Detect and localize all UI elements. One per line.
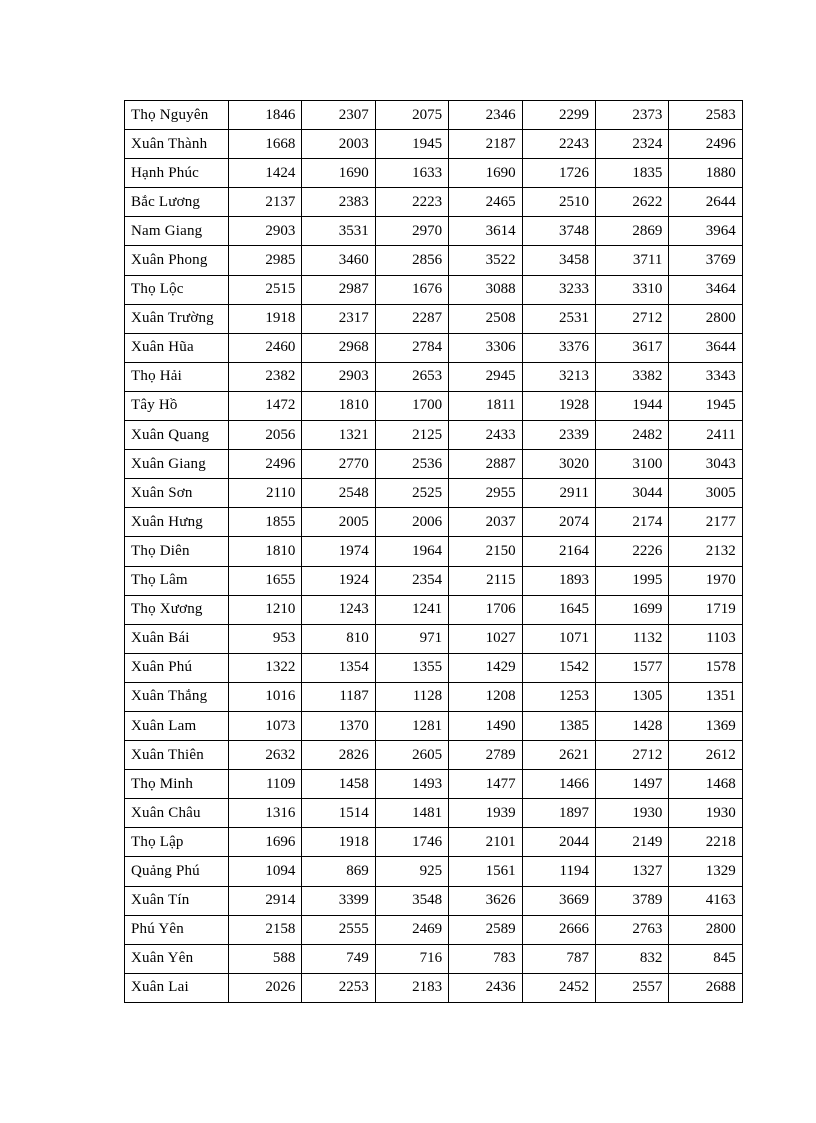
value-cell: 3964 [669,217,742,246]
value-cell: 1855 [229,508,302,537]
table-row [125,828,743,857]
commune-name-cell: Hạnh Phúc [125,159,229,188]
table-row [125,857,743,886]
commune-name-cell: Thọ Lập [125,828,229,857]
table-row [125,508,743,537]
value-cell: 1696 [229,828,302,857]
value-cell: 3100 [595,450,668,479]
value-cell: 2903 [229,217,302,246]
value-cell: 2354 [375,566,448,595]
value-cell: 1930 [595,799,668,828]
value-cell: 2985 [229,246,302,275]
commune-name-cell: Xuân Quang [125,421,229,450]
value-cell: 2149 [595,828,668,857]
value-cell: 2150 [449,537,522,566]
value-cell: 2856 [375,246,448,275]
value-cell: 1210 [229,595,302,624]
value-cell: 2622 [595,188,668,217]
value-cell: 1243 [302,595,375,624]
table-row [125,653,743,682]
value-cell: 925 [375,857,448,886]
value-cell: 1577 [595,653,668,682]
table-row [125,304,743,333]
value-cell: 2101 [449,828,522,857]
value-cell: 971 [375,624,448,653]
value-cell: 1974 [302,537,375,566]
value-cell: 2433 [449,421,522,450]
value-cell: 1385 [522,711,595,740]
value-cell: 1835 [595,159,668,188]
value-cell: 1676 [375,275,448,304]
commune-name-cell: Thọ Xương [125,595,229,624]
value-cell: 2158 [229,915,302,944]
table-row [125,944,743,973]
value-cell: 3644 [669,333,742,362]
value-cell: 2075 [375,101,448,130]
value-cell: 2339 [522,421,595,450]
commune-name-cell: Thọ Hải [125,362,229,391]
value-cell: 4163 [669,886,742,915]
value-cell: 1094 [229,857,302,886]
value-cell: 2383 [302,188,375,217]
value-cell: 2887 [449,450,522,479]
value-cell: 1514 [302,799,375,828]
table-row [125,566,743,595]
value-cell: 2317 [302,304,375,333]
commune-name-cell: Thọ Nguyên [125,101,229,130]
table-row [125,915,743,944]
value-cell: 2531 [522,304,595,333]
value-cell: 2307 [302,101,375,130]
value-cell: 2605 [375,741,448,770]
value-cell: 2770 [302,450,375,479]
table-row [125,682,743,711]
value-cell: 2299 [522,101,595,130]
value-cell: 1719 [669,595,742,624]
value-cell: 3213 [522,362,595,391]
value-cell: 1428 [595,711,668,740]
value-cell: 1578 [669,653,742,682]
value-cell: 1241 [375,595,448,624]
value-cell: 1468 [669,770,742,799]
value-cell: 2536 [375,450,448,479]
value-cell: 2903 [302,362,375,391]
value-cell: 2955 [449,479,522,508]
value-cell: 2469 [375,915,448,944]
table-row [125,595,743,624]
value-cell: 2373 [595,101,668,130]
value-cell: 1458 [302,770,375,799]
value-cell: 2005 [302,508,375,537]
value-cell: 1322 [229,653,302,682]
value-cell: 1497 [595,770,668,799]
value-cell: 2612 [669,741,742,770]
value-cell: 2006 [375,508,448,537]
value-cell: 1810 [229,537,302,566]
value-cell: 1327 [595,857,668,886]
value-cell: 1930 [669,799,742,828]
value-cell: 2970 [375,217,448,246]
value-cell: 1811 [449,391,522,420]
commune-name-cell: Xuân Trường [125,304,229,333]
commune-name-cell: Xuân Thiên [125,741,229,770]
value-cell: 3376 [522,333,595,362]
commune-name-cell: Xuân Bái [125,624,229,653]
value-cell: 1472 [229,391,302,420]
commune-name-cell: Xuân Thành [125,130,229,159]
table-row [125,217,743,246]
commune-name-cell: Quảng Phú [125,857,229,886]
value-cell: 2763 [595,915,668,944]
value-cell: 1690 [449,159,522,188]
value-cell: 2800 [669,915,742,944]
value-cell: 1354 [302,653,375,682]
value-cell: 3382 [595,362,668,391]
value-cell: 1016 [229,682,302,711]
value-cell: 2436 [449,973,522,1002]
value-cell: 2496 [669,130,742,159]
value-cell: 2510 [522,188,595,217]
value-cell: 2056 [229,421,302,450]
commune-name-cell: Xuân Phong [125,246,229,275]
commune-name-cell: Xuân Giang [125,450,229,479]
value-cell: 1321 [302,421,375,450]
value-cell: 3669 [522,886,595,915]
value-cell: 2223 [375,188,448,217]
table-row [125,770,743,799]
value-cell: 1924 [302,566,375,595]
value-cell: 3043 [669,450,742,479]
value-cell: 1655 [229,566,302,595]
value-cell: 2869 [595,217,668,246]
value-cell: 2177 [669,508,742,537]
value-cell: 2508 [449,304,522,333]
value-cell: 2515 [229,275,302,304]
commune-name-cell: Phú Yên [125,915,229,944]
table-row [125,479,743,508]
commune-name-cell: Tây Hồ [125,391,229,420]
value-cell: 2632 [229,741,302,770]
value-cell: 2968 [302,333,375,362]
table-row [125,537,743,566]
value-cell: 1699 [595,595,668,624]
value-cell: 2712 [595,304,668,333]
value-cell: 1939 [449,799,522,828]
value-cell: 1970 [669,566,742,595]
value-cell: 1726 [522,159,595,188]
value-cell: 2460 [229,333,302,362]
value-cell: 845 [669,944,742,973]
value-cell: 2557 [595,973,668,1002]
value-cell: 3789 [595,886,668,915]
value-cell: 2187 [449,130,522,159]
value-cell: 2044 [522,828,595,857]
value-cell: 869 [302,857,375,886]
value-cell: 1490 [449,711,522,740]
value-cell: 3088 [449,275,522,304]
value-cell: 1700 [375,391,448,420]
table-row [125,450,743,479]
value-cell: 1355 [375,653,448,682]
value-cell: 2125 [375,421,448,450]
value-cell: 2653 [375,362,448,391]
value-cell: 1281 [375,711,448,740]
value-cell: 1995 [595,566,668,595]
value-cell: 2037 [449,508,522,537]
table-body [125,101,743,1003]
commune-name-cell: Xuân Lai [125,973,229,1002]
value-cell: 1668 [229,130,302,159]
value-cell: 2589 [449,915,522,944]
value-cell: 1187 [302,682,375,711]
commune-name-cell: Nam Giang [125,217,229,246]
value-cell: 3306 [449,333,522,362]
value-cell: 3464 [669,275,742,304]
value-cell: 1928 [522,391,595,420]
commune-name-cell: Xuân Lam [125,711,229,740]
value-cell: 2496 [229,450,302,479]
data-table [124,100,743,1003]
value-cell: 2800 [669,304,742,333]
value-cell: 2548 [302,479,375,508]
value-cell: 3614 [449,217,522,246]
value-cell: 3005 [669,479,742,508]
value-cell: 2003 [302,130,375,159]
table-row [125,101,743,130]
value-cell: 3711 [595,246,668,275]
value-cell: 1027 [449,624,522,653]
table-row [125,711,743,740]
value-cell: 1316 [229,799,302,828]
value-cell: 3548 [375,886,448,915]
table-row [125,159,743,188]
value-cell: 2987 [302,275,375,304]
value-cell: 3626 [449,886,522,915]
value-cell: 2583 [669,101,742,130]
value-cell: 2287 [375,304,448,333]
value-cell: 3460 [302,246,375,275]
value-cell: 3310 [595,275,668,304]
value-cell: 3769 [669,246,742,275]
value-cell: 1466 [522,770,595,799]
value-cell: 2253 [302,973,375,1002]
value-cell: 1944 [595,391,668,420]
value-cell: 1542 [522,653,595,682]
table-row [125,188,743,217]
value-cell: 1561 [449,857,522,886]
value-cell: 1481 [375,799,448,828]
value-cell: 2666 [522,915,595,944]
value-cell: 810 [302,624,375,653]
value-cell: 1424 [229,159,302,188]
value-cell: 1880 [669,159,742,188]
value-cell: 2914 [229,886,302,915]
value-cell: 1351 [669,682,742,711]
value-cell: 1918 [302,828,375,857]
value-cell: 2644 [669,188,742,217]
value-cell: 2452 [522,973,595,1002]
value-cell: 1369 [669,711,742,740]
commune-name-cell: Xuân Sơn [125,479,229,508]
table-row [125,130,743,159]
value-cell: 1103 [669,624,742,653]
value-cell: 2411 [669,421,742,450]
value-cell: 2712 [595,741,668,770]
value-cell: 1253 [522,682,595,711]
value-cell: 1305 [595,682,668,711]
value-cell: 1208 [449,682,522,711]
value-cell: 2132 [669,537,742,566]
table-row [125,362,743,391]
value-cell: 2110 [229,479,302,508]
value-cell: 3020 [522,450,595,479]
commune-name-cell: Xuân Tín [125,886,229,915]
value-cell: 1370 [302,711,375,740]
value-cell: 1964 [375,537,448,566]
value-cell: 1071 [522,624,595,653]
table-row [125,275,743,304]
table-row [125,333,743,362]
value-cell: 2784 [375,333,448,362]
commune-name-cell: Thọ Lộc [125,275,229,304]
value-cell: 1897 [522,799,595,828]
value-cell: 2688 [669,973,742,1002]
value-cell: 787 [522,944,595,973]
value-cell: 2174 [595,508,668,537]
value-cell: 1690 [302,159,375,188]
commune-name-cell: Xuân Châu [125,799,229,828]
value-cell: 749 [302,944,375,973]
table-row [125,246,743,275]
value-cell: 1477 [449,770,522,799]
value-cell: 2789 [449,741,522,770]
value-cell: 2137 [229,188,302,217]
commune-name-cell: Xuân Hũa [125,333,229,362]
table-row [125,741,743,770]
value-cell: 3617 [595,333,668,362]
commune-name-cell: Xuân Phú [125,653,229,682]
value-cell: 1810 [302,391,375,420]
value-cell: 1746 [375,828,448,857]
value-cell: 588 [229,944,302,973]
value-cell: 832 [595,944,668,973]
value-cell: 3748 [522,217,595,246]
commune-name-cell: Thọ Lâm [125,566,229,595]
value-cell: 3343 [669,362,742,391]
table-row [125,973,743,1002]
value-cell: 1846 [229,101,302,130]
value-cell: 3522 [449,246,522,275]
value-cell: 1706 [449,595,522,624]
commune-name-cell: Xuân Hưng [125,508,229,537]
value-cell: 3531 [302,217,375,246]
value-cell: 1918 [229,304,302,333]
value-cell: 2074 [522,508,595,537]
value-cell: 2482 [595,421,668,450]
commune-name-cell: Thọ Diên [125,537,229,566]
commune-name-cell: Xuân Thắng [125,682,229,711]
value-cell: 1329 [669,857,742,886]
value-cell: 2346 [449,101,522,130]
value-cell: 2621 [522,741,595,770]
value-cell: 2826 [302,741,375,770]
table-row [125,391,743,420]
value-cell: 716 [375,944,448,973]
value-cell: 2911 [522,479,595,508]
value-cell: 2525 [375,479,448,508]
value-cell: 1633 [375,159,448,188]
value-cell: 2243 [522,130,595,159]
value-cell: 3399 [302,886,375,915]
value-cell: 2945 [449,362,522,391]
table-row [125,886,743,915]
value-cell: 2218 [669,828,742,857]
table-row [125,799,743,828]
value-cell: 1945 [669,391,742,420]
value-cell: 953 [229,624,302,653]
value-cell: 2026 [229,973,302,1002]
commune-name-cell: Xuân Yên [125,944,229,973]
value-cell: 1893 [522,566,595,595]
value-cell: 2226 [595,537,668,566]
table-row [125,421,743,450]
value-cell: 1194 [522,857,595,886]
value-cell: 2465 [449,188,522,217]
value-cell: 1109 [229,770,302,799]
value-cell: 3458 [522,246,595,275]
value-cell: 1493 [375,770,448,799]
value-cell: 2183 [375,973,448,1002]
value-cell: 2164 [522,537,595,566]
value-cell: 2115 [449,566,522,595]
value-cell: 1945 [375,130,448,159]
value-cell: 2555 [302,915,375,944]
commune-name-cell: Thọ Minh [125,770,229,799]
value-cell: 783 [449,944,522,973]
commune-name-cell: Bắc Lương [125,188,229,217]
value-cell: 1645 [522,595,595,624]
value-cell: 1073 [229,711,302,740]
value-cell: 1429 [449,653,522,682]
value-cell: 1128 [375,682,448,711]
value-cell: 2382 [229,362,302,391]
value-cell: 3233 [522,275,595,304]
value-cell: 2324 [595,130,668,159]
value-cell: 3044 [595,479,668,508]
value-cell: 1132 [595,624,668,653]
table-row [125,624,743,653]
